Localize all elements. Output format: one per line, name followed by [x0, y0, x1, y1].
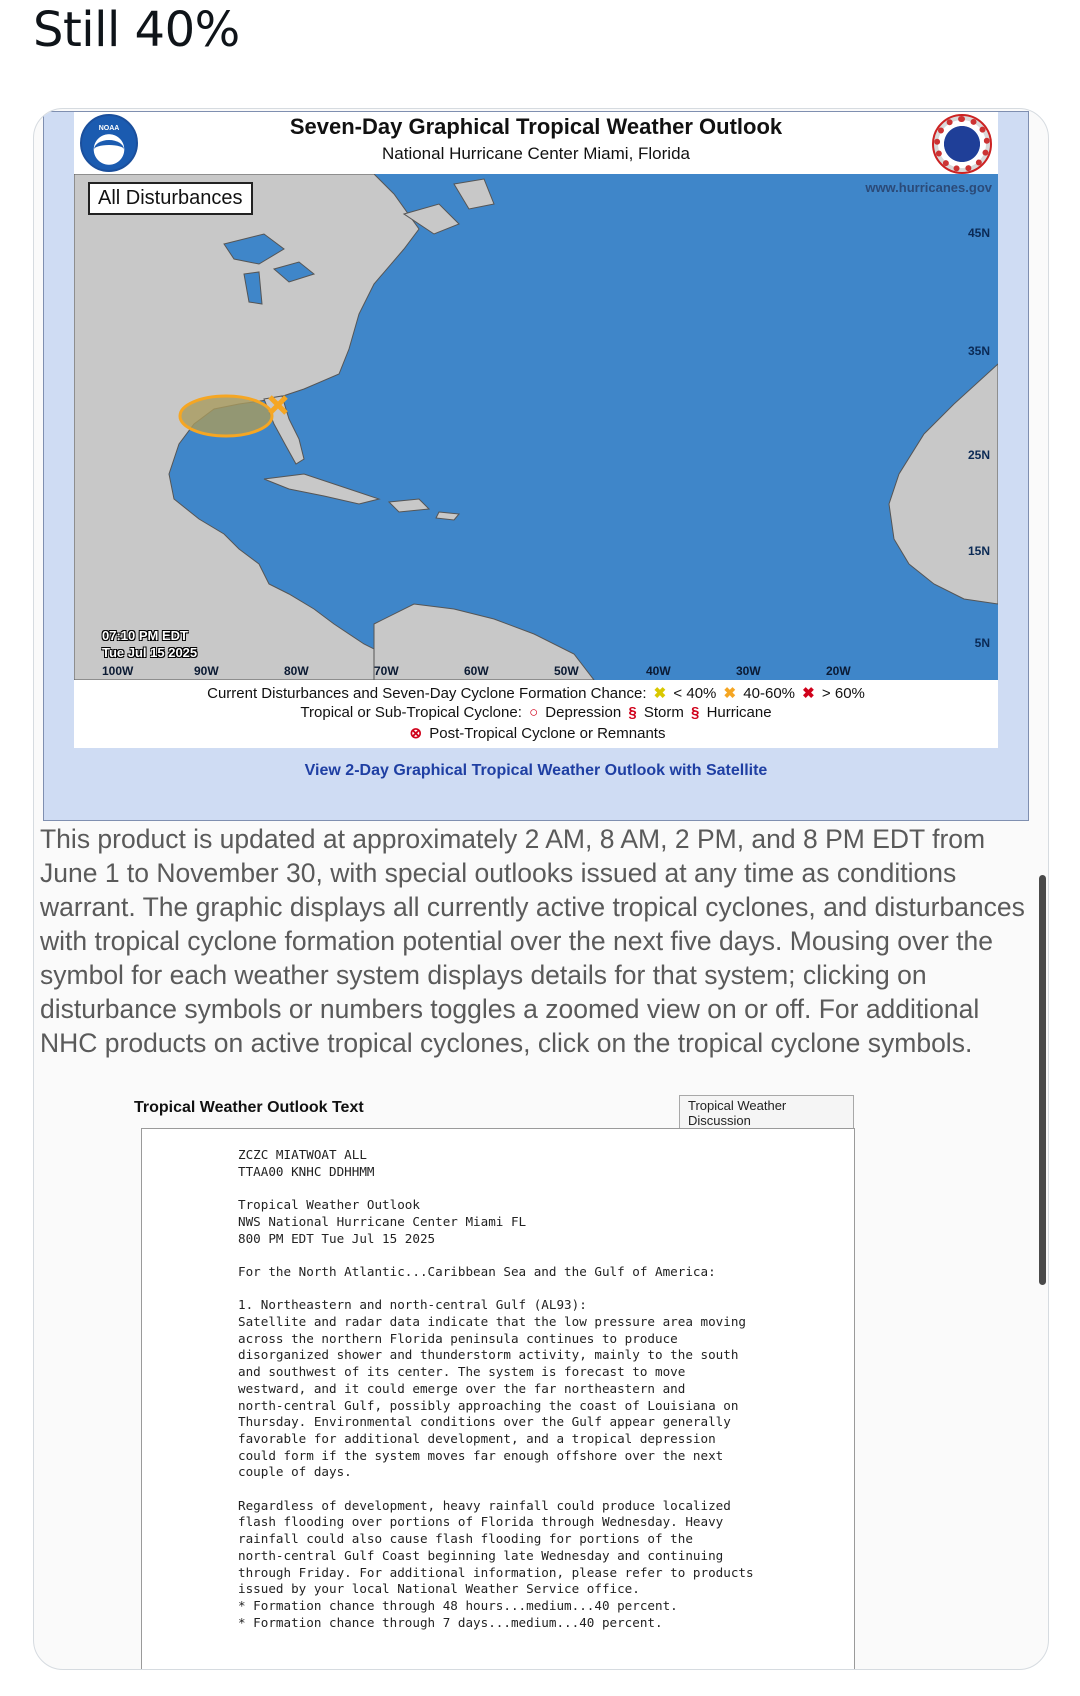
lat-label: 45N — [967, 226, 990, 240]
outlook-text-title: Tropical Weather Outlook Text — [134, 1099, 364, 1116]
map-header — [74, 112, 998, 174]
legend-storm: Storm — [643, 704, 684, 721]
legend-medium: 40-60% — [743, 685, 795, 702]
outlook-map[interactable] — [74, 174, 998, 680]
legend-depression: Depression — [545, 704, 622, 721]
filter-all-disturbances[interactable]: All Disturbances — [88, 182, 253, 215]
satellite-outlook-link[interactable]: View 2-Day Graphical Tropical Weather Outlook with Satellite — [304, 762, 768, 779]
legend-formation-label: Current Disturbances and Seven-Day Cyclone Formation Chance: — [207, 685, 647, 702]
scrollbar[interactable] — [1039, 875, 1046, 1285]
x-low-icon: ✖ — [653, 685, 667, 702]
map-title: Seven-Day Graphical Tropical Weather Outlook — [289, 114, 783, 139]
map-legend — [74, 680, 998, 748]
storm-icon: § — [628, 704, 637, 721]
map-subtitle: National Hurricane Center Miami, Florida — [381, 144, 690, 163]
lon-label: 60W — [464, 664, 489, 678]
media-card[interactable] — [33, 108, 1049, 1670]
lon-label: 90W — [194, 664, 219, 678]
timestamp-date: Tue Jul 15 2025 — [102, 645, 198, 660]
legend-hurricane: Hurricane — [706, 704, 772, 721]
lon-label: 30W — [736, 664, 761, 678]
product-description: This product is updated at approximately 2 AM, 8 AM, 2 PM, and 8 PM EDT from June 1 to November 30, with special outlooks issued at any time as conditions warrant. The graphic displays all currently active tropical cyclones, and disturbances with tropical cyclone formation potential over the next five days. Mousing over the symbol for each weather system displays details for that system; clicking on disturbance symbols or numbers toggles a zoomed view on or off. For additional NHC products on active tropical cyclones, click on the tropical cyclone symbols. — [40, 824, 1025, 1058]
outlook-text-box[interactable] — [141, 1128, 855, 1670]
x-high-icon: ✖ — [802, 685, 815, 702]
outlook-text-body: ZCZC MIATWOAT ALL TTAA00 KNHC DDHHMM Tropical Weather Outlook NWS National Hurricane Center Miami FL 800 PM EDT Tue Jul 15 2025 For the North Atlantic...Caribbean Sea and the Gulf of America: 1. Northeastern and north-central Gulf (AL93): Satellite and radar data indicate that the low pressure area moving across the northern Florida peninsula continues to produce disorganized shower and thunderstorm activity, mainly to the south and southwest of its center. The system is forecast to move westward, and it could emerge over the far northeastern and north-central Gulf, possibly approaching the coast of Louisiana on Thursday. Environmental conditions over the Gulf appear generally favorable for additional development, and a tropical depression could form if the system moves far enough offshore over the next couple of days. Regardless of development, heavy rainfall could produce localized flash flooding over portions of Florida through Wednesday. Heavy rainfall could also cause flash flooding for portions of the north-central Gulf Coast beginning late Wednesday and continuing through Friday. For additional information, please refer to products issued by your local National Weather Service office. * Formation chance through 48 hours...medium...40 percent. * Formation chance through 7 days...medium...40 percent. — [238, 1147, 754, 1630]
map-land-shapes — [74, 174, 998, 680]
lat-label: 35N — [967, 344, 990, 358]
lat-label: 25N — [967, 448, 990, 462]
post-text: Still 40% — [33, 2, 240, 58]
lon-label: 80W — [284, 664, 309, 678]
x-medium-icon: ✖ — [723, 685, 737, 702]
site-url: www.hurricanes.gov — [865, 180, 992, 195]
noaa-logo-icon: NOAA — [80, 114, 138, 172]
lat-label: 5N — [974, 636, 990, 650]
lon-label: 100W — [102, 664, 134, 678]
post-tropical-icon: ⊗ — [409, 725, 423, 742]
legend-post-tropical: Post-Tropical Cyclone or Remnants — [429, 725, 666, 742]
lon-label: 40W — [646, 664, 671, 678]
legend-low: < 40% — [673, 685, 717, 702]
depression-icon: ○ — [529, 704, 539, 721]
outlook-graphic-panel — [43, 111, 1029, 821]
lon-label: 50W — [554, 664, 579, 678]
lon-label: 20W — [826, 664, 851, 678]
hurricane-icon: § — [691, 704, 700, 721]
lon-label: 70W — [374, 664, 399, 678]
legend-high: > 60% — [821, 685, 865, 702]
lat-label: 15N — [967, 544, 990, 558]
timestamp-time: 07:10 PM EDT — [102, 628, 188, 643]
discussion-button[interactable]: Tropical Weather Discussion — [679, 1095, 854, 1131]
legend-cyclone-label: Tropical or Sub-Tropical Cyclone: — [300, 704, 522, 721]
nws-logo-icon — [932, 114, 992, 174]
